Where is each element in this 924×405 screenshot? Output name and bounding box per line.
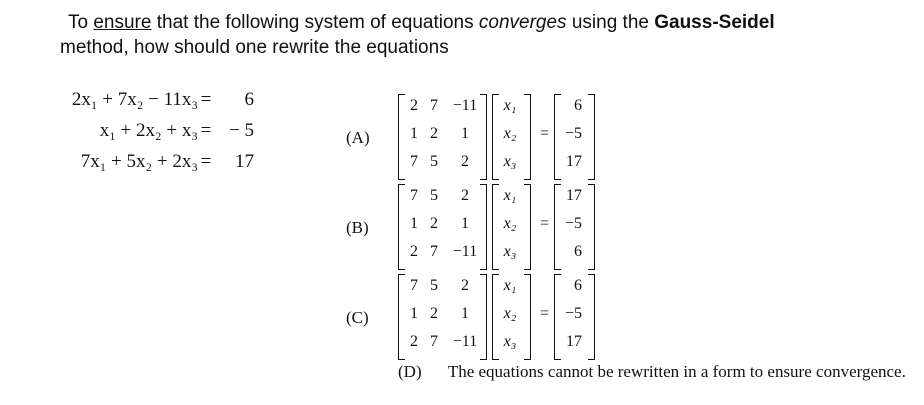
rhs-cell: 17 (566, 153, 582, 170)
vector-right-bracket (524, 274, 531, 360)
matrix-equation (398, 92, 618, 182)
variable-cell: x₂ (503, 305, 517, 322)
matrix-cell: 7 (430, 333, 438, 350)
matrix-cell: 2 (430, 215, 438, 232)
equation-system (48, 84, 254, 177)
variable-cell: x₃ (503, 243, 517, 260)
question-prefix: To (68, 12, 94, 33)
matrix-equation (398, 272, 618, 362)
converges-word: converges (478, 12, 567, 33)
option-label: (A) (346, 128, 370, 147)
variable-cell: x₁ (503, 97, 517, 114)
equals-sign: = (200, 89, 212, 110)
equals-sign: = (540, 305, 550, 322)
matrix-cell: 2 (430, 125, 438, 142)
equation-lhs: x₁ + 2x₂ + x₃ (99, 120, 198, 141)
matrix-cell: 2 (461, 277, 469, 294)
vector-left-bracket (492, 184, 499, 270)
equation-rhs: − 5 (229, 120, 254, 141)
matrix-cell: 2 (430, 305, 438, 322)
matrix-cell: 7 (410, 153, 418, 170)
matrix-cell: −11 (452, 333, 478, 350)
matrix-cell: 1 (410, 305, 418, 322)
matrix-right-bracket (480, 184, 487, 270)
option-d[interactable] (398, 362, 906, 382)
equation-rhs: 17 (235, 151, 254, 172)
matrix-cell: 1 (461, 125, 469, 142)
matrix-cell: 2 (461, 153, 469, 170)
variable-cell: x₂ (503, 125, 517, 142)
option-label: (B) (346, 218, 369, 237)
matrix-cell: −11 (452, 97, 478, 114)
equals-sign: = (200, 120, 212, 141)
matrix-right-bracket (480, 274, 487, 360)
rhs-right-bracket (588, 184, 595, 270)
vector-left-bracket (492, 94, 499, 180)
rhs-cell: 6 (574, 243, 582, 260)
question-middle-1: that the following system of equations (151, 12, 479, 33)
rhs-right-bracket (588, 94, 595, 180)
variable-cell: x₁ (503, 277, 517, 294)
matrix-equation (398, 182, 618, 272)
matrix-cell: 2 (461, 187, 469, 204)
equation-rhs: 6 (244, 89, 254, 110)
variable-cell: x₁ (503, 187, 517, 204)
matrix-cell: 5 (430, 187, 438, 204)
matrix-cell: 1 (410, 125, 418, 142)
matrix-cell: −11 (452, 243, 478, 260)
matrix-cell: 5 (430, 277, 438, 294)
rhs-cell: −5 (564, 125, 582, 142)
variable-cell: x₂ (503, 215, 517, 232)
equals-sign: = (540, 215, 550, 232)
vector-right-bracket (524, 94, 531, 180)
vector-left-bracket (492, 274, 499, 360)
equation-lhs: 2x₁ + 7x₂ − 11x₃ (71, 89, 198, 110)
rhs-cell: 6 (574, 277, 582, 294)
matrix-cell: 2 (410, 243, 418, 260)
equals-sign: = (200, 151, 212, 172)
rhs-cell: 17 (566, 333, 582, 350)
equation-lhs: 7x₁ + 5x₂ + 2x₃ (80, 151, 198, 172)
rhs-cell: −5 (564, 305, 582, 322)
matrix-cell: 7 (410, 277, 418, 294)
matrix-cell: 7 (430, 97, 438, 114)
matrix-cell: 2 (410, 97, 418, 114)
question-line-1 (60, 10, 900, 35)
matrix-cell: 1 (461, 215, 469, 232)
matrix-cell: 2 (410, 333, 418, 350)
rhs-cell: 17 (566, 187, 582, 204)
question-text (60, 10, 900, 60)
vector-right-bracket (524, 184, 531, 270)
matrix-cell: 1 (410, 215, 418, 232)
equation-row (48, 84, 254, 115)
variable-cell: x₃ (503, 153, 517, 170)
rhs-right-bracket (588, 274, 595, 360)
rhs-cell: 6 (574, 97, 582, 114)
option-d-text: The equations cannot be rewritten in a form to ensure convergence. (447, 362, 906, 381)
variable-cell: x₃ (503, 333, 517, 350)
matrix-cell: 1 (461, 305, 469, 322)
method-name: Gauss-Seidel (654, 12, 775, 33)
matrix-cell: 7 (410, 187, 418, 204)
equals-sign: = (540, 125, 550, 142)
rhs-cell: −5 (564, 215, 582, 232)
equation-row (48, 115, 254, 146)
option-label: (C) (346, 308, 369, 327)
matrix-right-bracket (480, 94, 487, 180)
ensure-word: ensure (93, 12, 152, 33)
question-line-2: method, how should one rewrite the equations (60, 37, 449, 58)
matrix-cell: 7 (430, 243, 438, 260)
option-label: (D) (398, 362, 422, 381)
matrix-cell: 5 (430, 153, 438, 170)
question-middle-2: using the (566, 12, 655, 33)
equation-row (48, 146, 254, 177)
